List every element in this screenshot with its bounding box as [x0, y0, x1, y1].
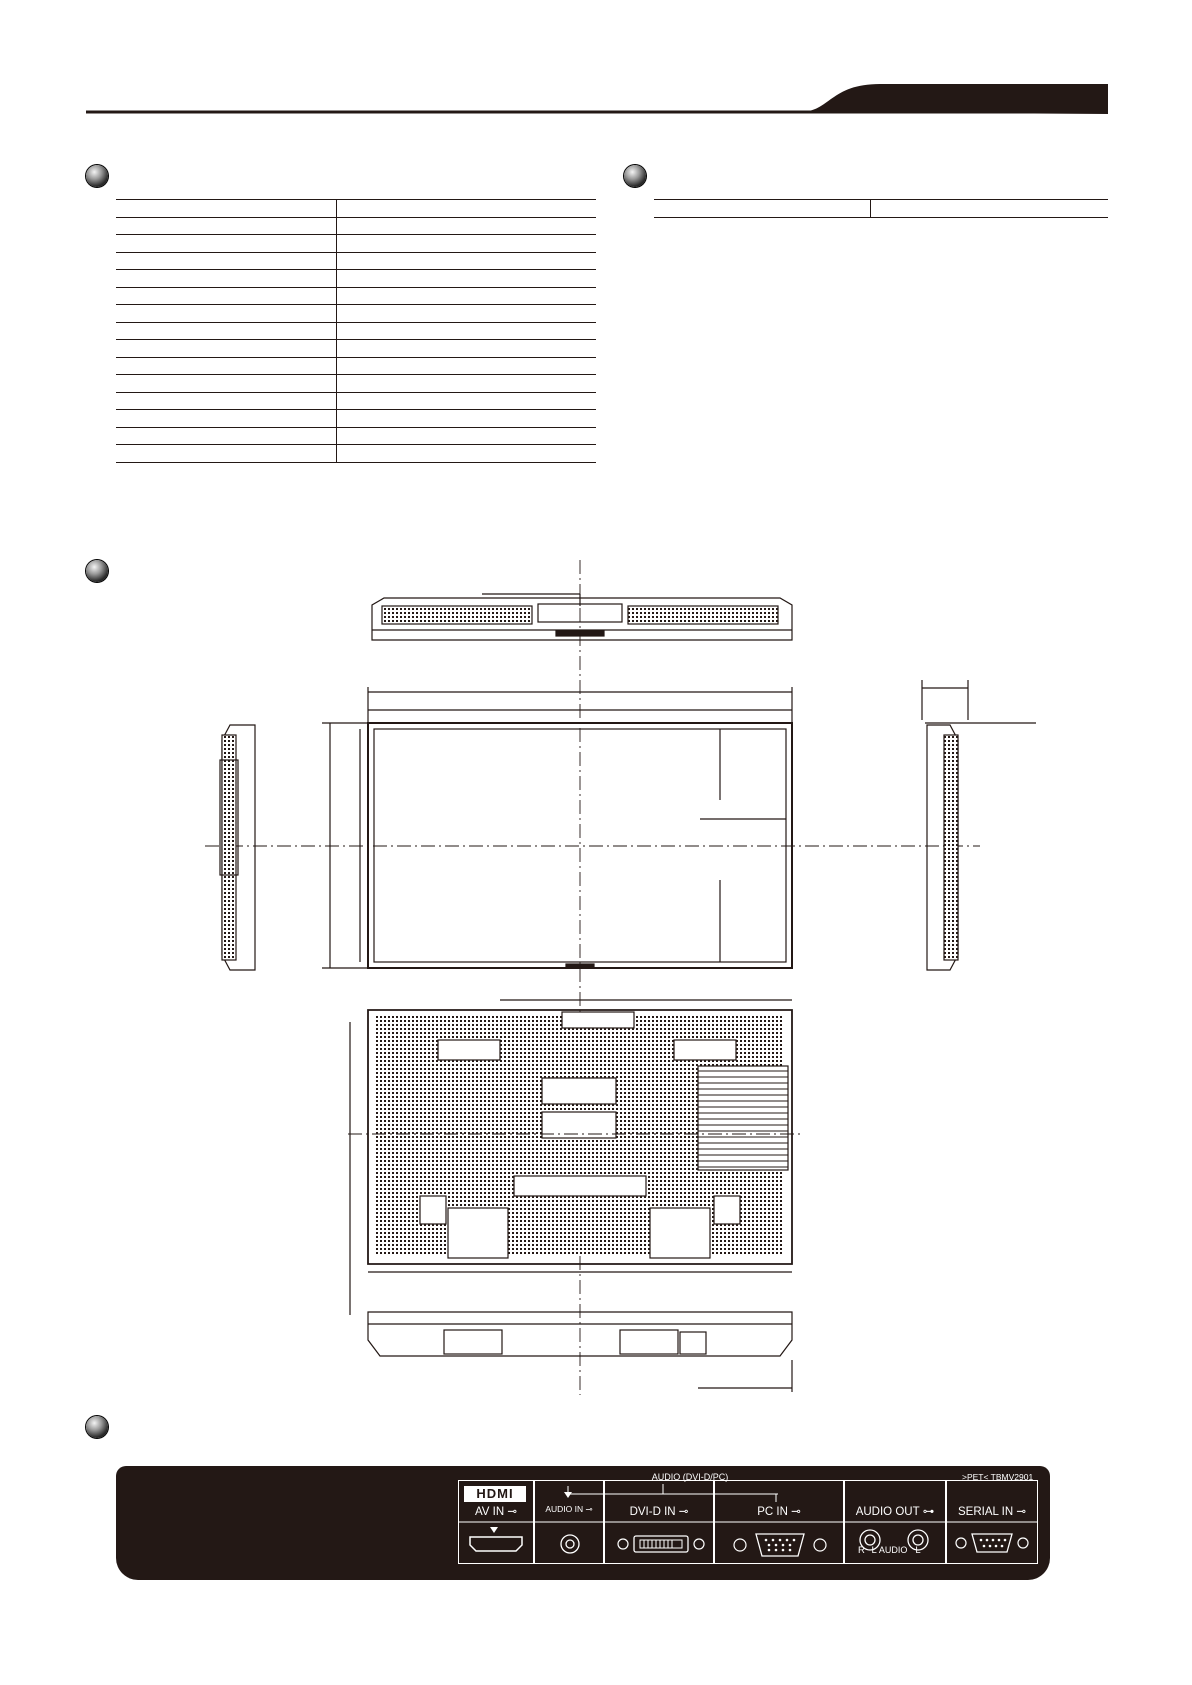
- audio-out-sublabels: R L AUDIO L: [858, 1545, 921, 1556]
- table-row: [116, 392, 596, 410]
- terminal-label-av-in: AV IN ⊸: [474, 1506, 518, 1518]
- table-row: [116, 252, 596, 270]
- table-row: [116, 322, 596, 340]
- top-view-drawing: [372, 594, 792, 640]
- bottom-view-drawing: [368, 1312, 792, 1392]
- table-row: [116, 270, 596, 288]
- table-row: [116, 340, 596, 358]
- terminal-divider: [458, 1521, 1038, 1523]
- page-header-rule: [0, 0, 1192, 130]
- section-bullet-specs-right: [624, 165, 646, 187]
- section-bullet-specs-left: [86, 165, 108, 187]
- serial-port-icon: [952, 1529, 1032, 1557]
- hdmi-logo: HDMI: [464, 1486, 526, 1502]
- table-row: [116, 375, 596, 393]
- table-row: [116, 200, 596, 218]
- input-arrow-icon: ⊸: [678, 1506, 689, 1518]
- terminal-label-serial-in: SERIAL IN ⊸: [957, 1506, 1027, 1518]
- terminal-label-audio-out: AUDIO OUT ⊶: [855, 1506, 935, 1518]
- audio-group-label: AUDIO (DVI-D/PC): [651, 1472, 729, 1482]
- table-row: [654, 200, 1108, 218]
- table-row: [116, 287, 596, 305]
- hdmi-port-icon: [466, 1527, 526, 1557]
- audio-jack-icon: [558, 1532, 582, 1556]
- terminal-label-pc-in: PC IN ⊸: [757, 1506, 801, 1518]
- output-arrow-icon: ⊶: [922, 1506, 935, 1518]
- table-row: [116, 305, 596, 323]
- table-row: [116, 427, 596, 445]
- table-row: [116, 410, 596, 428]
- table-row: [116, 445, 596, 463]
- section-bullet-terminals: [86, 1416, 108, 1438]
- vga-port-icon: [730, 1530, 830, 1560]
- input-arrow-icon: ⊸: [585, 1504, 593, 1514]
- section-bullet-dimensions: [86, 560, 108, 582]
- input-arrow-icon: ⊸: [1016, 1506, 1027, 1518]
- front-view-drawing: [205, 687, 980, 968]
- right-side-view-drawing: [922, 680, 1036, 970]
- dvi-port-icon: [616, 1532, 706, 1556]
- input-arrow-icon: ⊸: [507, 1506, 518, 1518]
- terminal-label-dvi-d-in: DVI-D IN ⊸: [629, 1506, 689, 1518]
- input-arrow-icon: ⊸: [791, 1506, 801, 1518]
- spec-table-right: [654, 199, 1108, 218]
- table-row: [116, 235, 596, 253]
- spec-table-left: [116, 199, 596, 463]
- model-code: >PET< TBMV2901: [962, 1472, 1034, 1482]
- terminal-label-audio-in: AUDIO IN ⊸: [545, 1504, 593, 1514]
- table-row: [116, 357, 596, 375]
- left-side-view-drawing: [220, 725, 255, 970]
- rear-view-drawing: [348, 1000, 800, 1315]
- table-row: [116, 217, 596, 235]
